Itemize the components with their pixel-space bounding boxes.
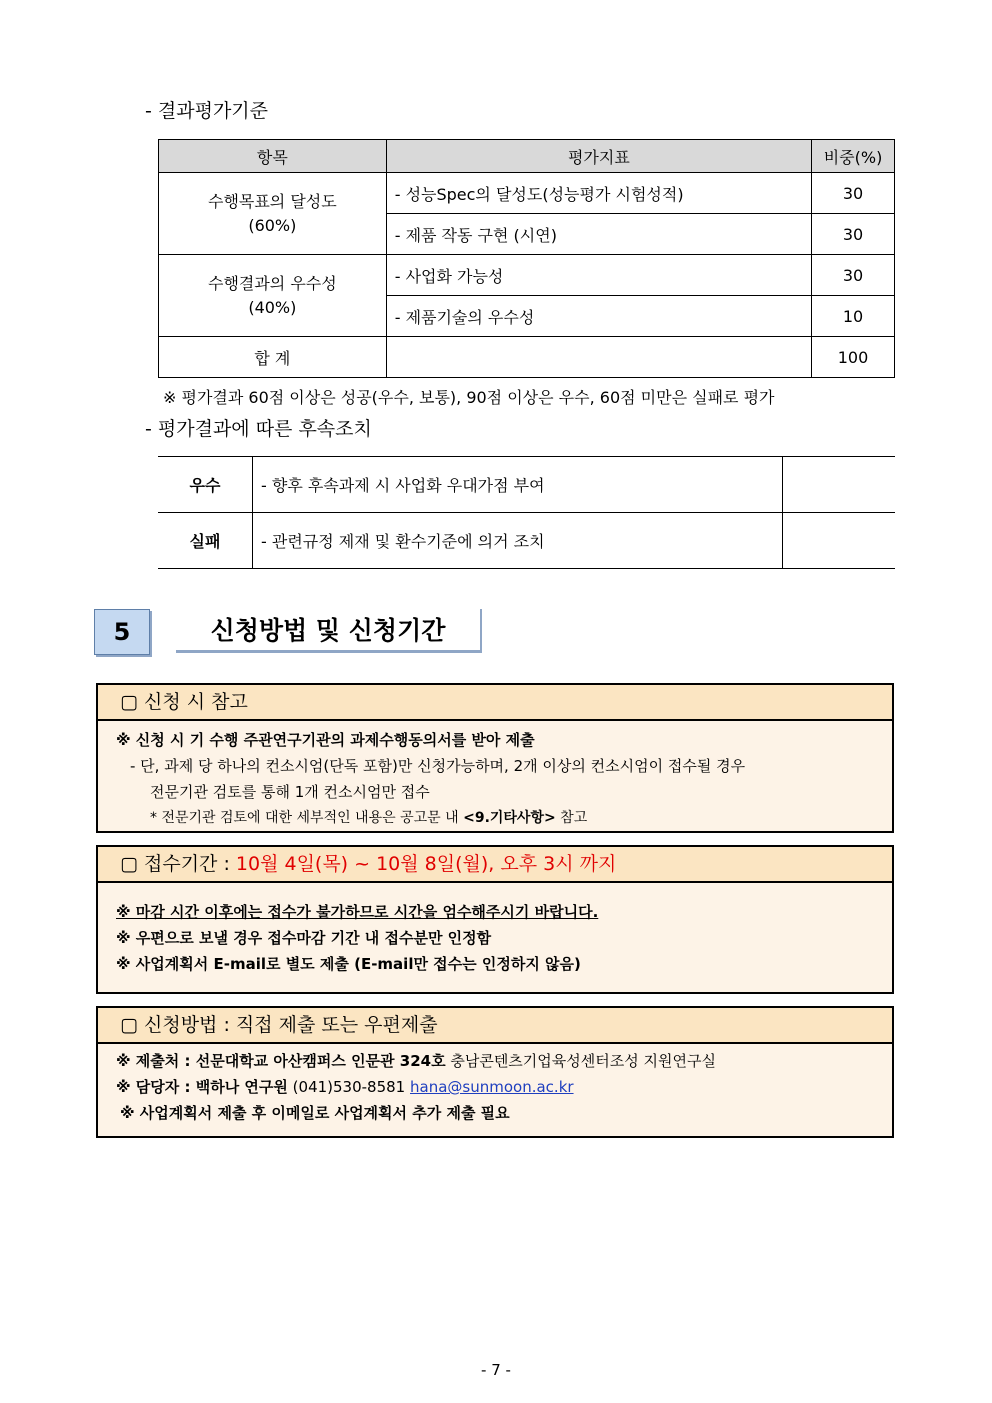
submission-method-box [96,1006,894,1138]
indicator-cell: - 제품기술의 우수성 [386,296,811,337]
indicator-cell: - 제품 작동 구현 (시연) [386,214,811,255]
evaluation-criteria-table [158,139,895,378]
submission-period-box [96,845,894,994]
indicator-cell: - 성능Spec의 달성도(성능평가 시험성적) [386,173,811,214]
section-heading-criteria: - 결과평가기준 [145,100,269,122]
weight-cell: 30 [812,214,895,255]
category-cell [159,255,387,337]
table-row [158,513,895,569]
note-reference: <9.기타사항> [463,810,556,826]
box-line: ※ 우편으로 보낼 경우 접수마감 기간 내 접수분만 인정함 [116,929,492,947]
box-line [116,1048,874,1074]
result-label: 우수 [158,457,253,513]
result-label: 실패 [158,513,253,569]
weight-cell: 10 [812,296,895,337]
total-empty-cell [386,337,811,378]
evaluation-note: ※ 평가결과 60점 이상은 성공(우수, 보통), 90점 이상은 우수, 60점 미만은 실패로 평가 [163,388,775,407]
box-line [116,1074,874,1100]
table-row [159,255,895,296]
header-indicator: 평가지표 [386,140,811,173]
table-row [158,457,895,513]
note-text: 참고 [560,810,588,826]
category-name: 수행결과의 우수성 [207,273,337,293]
result-action: - 향후 후속과제 시 사업화 우대가점 부여 [253,457,783,513]
submit-office: 충남콘텐츠기업육성센터조성 지원연구실 [450,1052,716,1070]
section-title: 신청방법 및 신청기간 [176,609,482,653]
total-weight: 100 [812,337,895,378]
blank-cell [783,457,896,513]
weight-cell: 30 [812,255,895,296]
contact-person: ※ 담당자 : 백하나 연구원 [116,1078,288,1096]
application-reference-box [96,683,894,833]
box-header: ▢ 신청방법 : 직접 제출 또는 우편제출 [98,1008,892,1044]
total-row [159,337,895,378]
header-weight: 비중(%) [812,140,895,173]
result-action: - 관련규정 제재 및 환수기준에 의거 조치 [253,513,783,569]
box-line: - 단, 과제 당 하나의 컨소시엄(단독 포함)만 신청가능하며, 2개 이상의 컨소시엄이 접수될 경우 [130,757,746,775]
period-label: ▢ 접수기간 : [120,853,230,875]
box-line: 전문기관 검토를 통해 1개 컨소시엄만 접수 [150,783,430,801]
contact-email-link[interactable]: hana@sunmoon.ac.kr [410,1078,574,1096]
period-dates: 10월 4일(목) ~ 10월 8일(월), 오후 3시 까지 [235,853,617,875]
blank-cell [783,513,896,569]
section-heading-followup: - 평가결과에 따른 후속조치 [145,418,372,440]
header-item: 항목 [159,140,387,173]
box-line: ※ 신청 시 기 수행 주관연구기관의 과제수행동의서를 받아 제출 [116,731,535,749]
box-line: ※ 사업계획서 E-mail로 별도 제출 (E-mail만 접수는 인정하지 않음) [116,955,581,973]
box-line: ※ 마감 시간 이후에는 접수가 불가하므로 시간을 엄수해주시기 바랍니다. [116,903,599,921]
contact-phone: (041)530-8581 [292,1078,406,1096]
box-header [98,847,892,883]
table-row [159,173,895,214]
followup-table [158,456,895,569]
submit-place: ※ 제출처 : 선문대학교 아산캠퍼스 인문관 324호 [116,1052,446,1070]
page-number: - 7 - [481,1361,511,1379]
box-line [116,805,874,831]
table-header-row [159,140,895,173]
indicator-cell: - 사업화 가능성 [386,255,811,296]
category-name: 수행목표의 달성도 [207,191,337,211]
category-cell [159,173,387,255]
box-header: ▢ 신청 시 참고 [98,685,892,721]
category-percent: (40%) [248,297,297,317]
total-label: 합 계 [159,337,387,378]
note-text: * 전문기관 검토에 대한 세부적인 내용은 공고문 내 [150,810,459,826]
weight-cell: 30 [812,173,895,214]
category-percent: (60%) [248,215,297,235]
section-number-badge: 5 [94,609,150,655]
box-line: ※ 사업계획서 제출 후 이메일로 사업계획서 추가 제출 필요 [120,1104,510,1122]
